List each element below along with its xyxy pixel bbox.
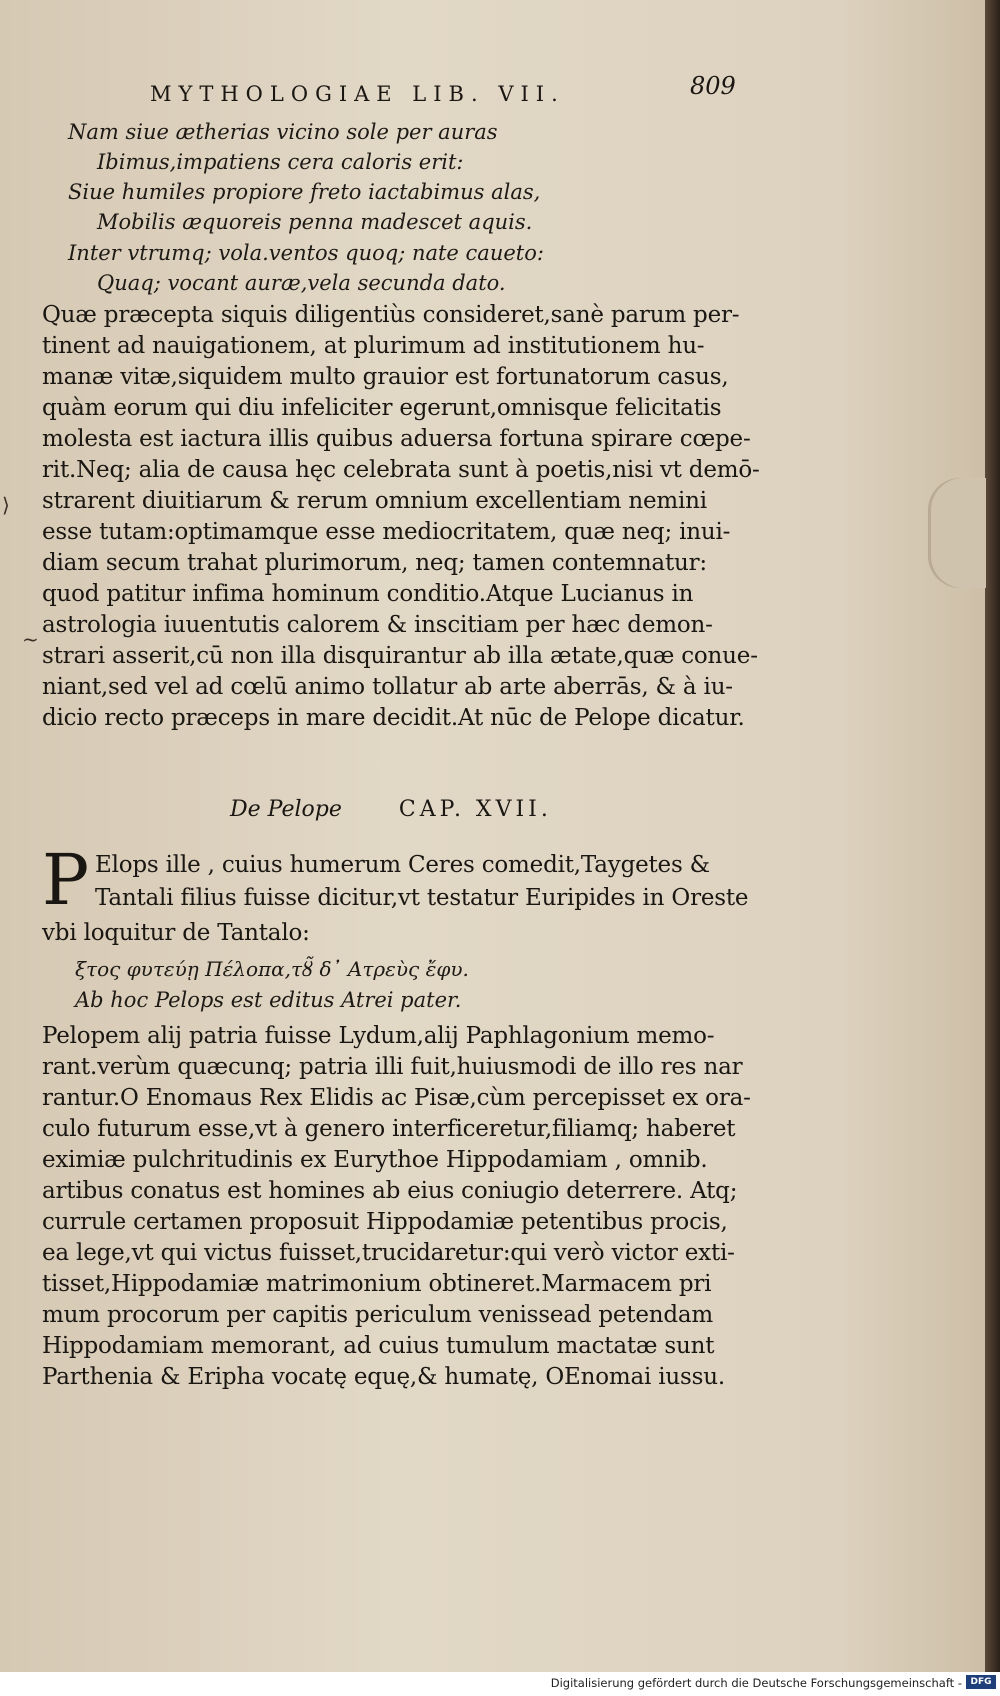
verse-line: Ibimus,impatiens cera caloris erit: [97,150,464,174]
prose-line: artibus conatus est homines ab eius coniugio deterrere. Atq; [42,1178,738,1204]
prose-line: rant.verùm quæcunq; patria illi fuit,huiusmodi de illo res nar [42,1054,743,1080]
chapter-number: CAP. XVII. [398,797,552,822]
margin-bracket: ⟩ [2,493,10,517]
drop-cap: P [42,839,90,921]
page-number: 809 [690,72,736,100]
verse-line: Nam siue ætherias vicino sole per auras [68,120,498,144]
prose-line: dicio recto præceps in mare decidit.At nūc de Pelope dicatur. [42,705,745,731]
prose-line: ea lege,vt qui victus fuisset,trucidaretur:qui verò victor exti- [42,1240,735,1266]
prose-line: diam secum trahat plurimorum, neq; tamen contemnatur: [42,550,707,576]
prose-line: mum procorum per capitis periculum venissead petendam [42,1302,714,1328]
prose-line: Hippodamiam memorant, ad cuius tumulum mactatæ sunt [42,1333,715,1359]
chapter-heading [230,797,552,822]
prose-line: Quæ præcepta siquis diligentiùs consideret,sanè parum per- [42,302,740,328]
verse-line: Siue humiles propiore freto iactabimus alas, [68,180,541,204]
greek-quotation: ξτος φυτεύῃ Πέλοπα,τȣ̃ δ᾽ Ατρεὺς ἔφυ. [75,957,469,981]
prose-line: culo futurum esse,vt à genero interficeretur,filiamq; haberet [42,1116,736,1142]
prose-line: manæ vitæ,siquidem multo grauior est fortunatorum casus, [42,364,729,390]
prose-line: Parthenia & Eripha vocatę equę,& humatę, OEnomai iussu. [42,1364,725,1390]
dfg-logo: DFG [966,1675,996,1689]
prose-line: molesta est iactura illis quibus aduersa fortuna spirare cœpe- [42,426,751,452]
prose-line: rantur.O Enomaus Rex Elidis ac Pisæ,cùm percepisset ex ora- [42,1085,751,1111]
verse-line: Mobilis æquoreis penna madescet aquis. [97,210,533,234]
chapter-name: De Pelope [230,797,342,822]
prose-line: quàm eorum qui diu infeliciter egerunt,omnisque felicitatis [42,395,722,421]
prose-line: rit.Neq; alia de causa hęc celebrata sunt à poetis,nisi vt demō- [42,457,760,483]
prose-line: tinent ad nauigationem, at plurimum ad institutionem hu- [42,333,705,359]
prose-line: astrologia iuuentutis calorem & inscitiam per hæc demon- [42,612,713,638]
prose-line: tisset,Hippodamiæ matrimonium obtineret.Marmacem pri [42,1271,712,1297]
prose-line: esse tutam:optimamque esse mediocritatem, quæ neq; inui- [42,519,731,545]
prose-line: Elops ille , cuius humerum Ceres comedit,Taygetes & [95,852,710,878]
prose-line: eximiæ pulchritudinis ex Eurythoe Hippodamiam , omnib. [42,1147,708,1173]
digitization-credit: Digitalisierung gefördert durch die Deutsche Forschungsgemeinschaft - [550,1676,962,1690]
prose-line: Tantali filius fuisse dicitur,vt testatur Euripides in Oreste [95,885,749,911]
prose-line: Pelopem alij patria fuisse Lydum,alij Paphlagonium memo- [42,1023,715,1049]
book-clasp [928,478,986,588]
verse-line: Quaq; vocant auræ,vela secunda dato. [97,271,506,295]
running-head: MYTHOLOGIAE LIB. VII. [150,82,565,106]
prose-line: vbi loquitur de Tantalo: [42,920,310,946]
verse-line: Inter vtrumq; vola.ventos quoq; nate caueto: [68,241,544,265]
margin-tick: ~ [22,627,39,651]
prose-line: strarent diuitiarum & rerum omnium excellentiam nemini [42,488,707,514]
prose-line: strari asserit,cū non illa disquirantur ab illa ætate,quæ conue- [42,643,758,669]
page-edge [985,0,1000,1672]
prose-line: currule certamen proposuit Hippodamiæ petentibus procis, [42,1209,728,1235]
prose-line: niant,sed vel ad cœlū animo tollatur ab arte aberrās, & à iu- [42,674,733,700]
prose-line: quod patitur infima hominum conditio.Atque Lucianus in [42,581,694,607]
latin-translation: Ab hoc Pelops est editus Atrei pater. [75,988,462,1012]
